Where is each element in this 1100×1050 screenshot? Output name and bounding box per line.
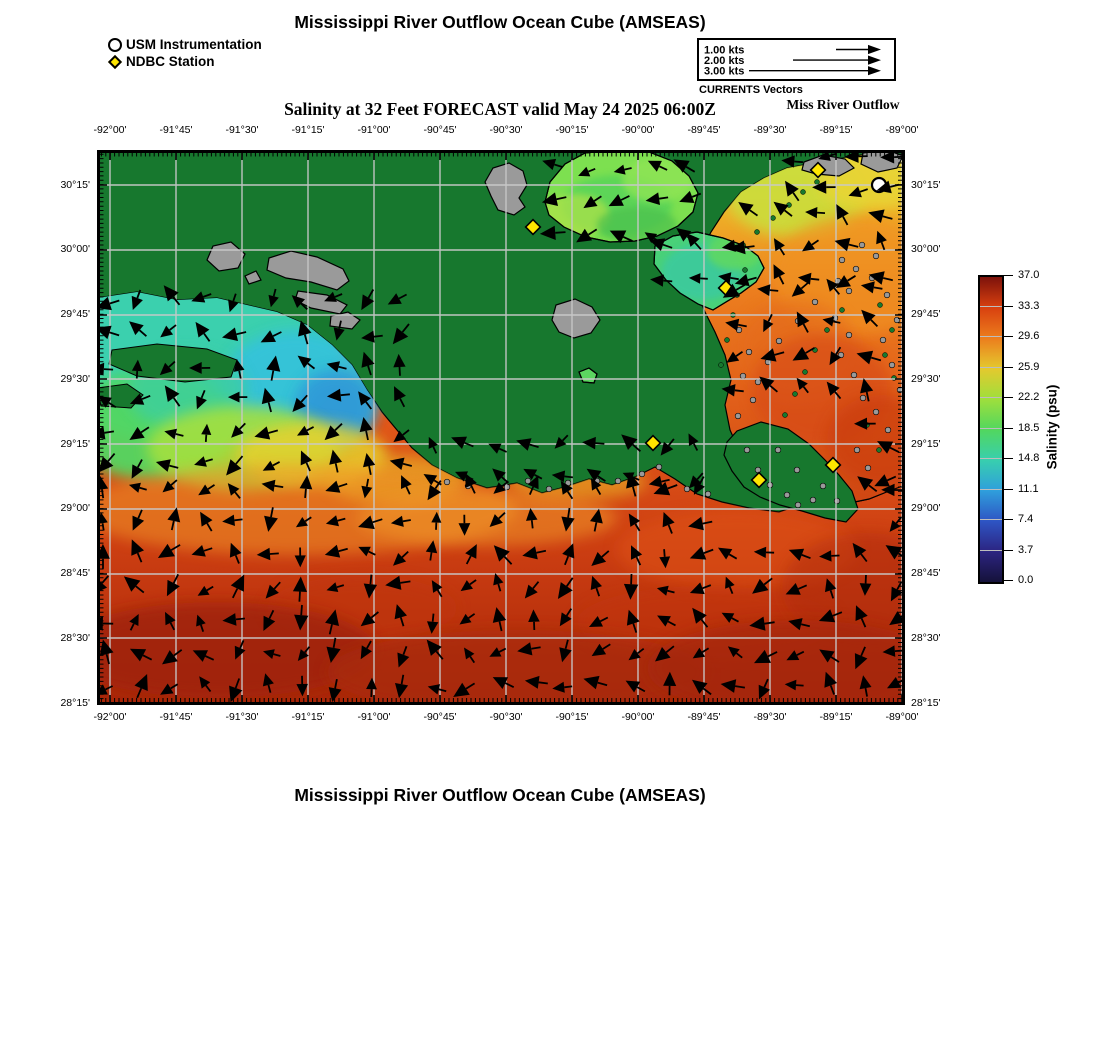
colorbar-tick-mark xyxy=(1003,428,1013,429)
y-axis-label-left: 28°45' xyxy=(60,567,90,579)
y-axis-label-right: 30°15' xyxy=(911,178,941,191)
colorbar-tick-mark xyxy=(1003,580,1013,581)
y-axis-label-right: 29°45' xyxy=(911,308,941,320)
figure-footer-title: Mississippi River Outflow Ocean Cube (AMSEAS) xyxy=(294,785,706,805)
x-axis-label-top: -90°00' xyxy=(621,124,655,136)
colorbar-grid-line xyxy=(980,458,1002,459)
colorbar-grid-line xyxy=(980,397,1002,398)
y-axis-label-left: 29°00' xyxy=(60,502,90,515)
marker-legend xyxy=(108,36,262,70)
colorbar-tick-label: 18.5 xyxy=(1018,421,1040,434)
x-axis-label-top: -91°45' xyxy=(159,124,193,136)
x-axis-label-top: -91°30' xyxy=(225,124,259,136)
x-axis-label-bottom: -92°00' xyxy=(93,711,127,723)
colorbar-title: Salinity (psu) xyxy=(1044,384,1060,470)
y-axis-label-right: 29°30' xyxy=(911,372,941,385)
colorbar-tick-mark xyxy=(1003,519,1013,520)
colorbar-grid-line xyxy=(980,306,1002,307)
x-axis-label-top: -89°15' xyxy=(819,124,853,136)
x-axis-label-bottom: -91°30' xyxy=(225,711,259,723)
x-axis-label-top: -90°15' xyxy=(555,124,589,136)
usm-circle-icon xyxy=(108,38,122,52)
colorbar-tick-label: 11.1 xyxy=(1018,482,1039,495)
colorbar-tick-label: 29.6 xyxy=(1018,330,1040,342)
colorbar-tick-mark xyxy=(1003,458,1013,459)
x-axis-label-bottom: -90°15' xyxy=(555,711,589,723)
x-axis-label-top: -92°00' xyxy=(93,124,127,136)
legend-item xyxy=(108,36,262,53)
y-axis-label-left: 28°15' xyxy=(60,696,90,709)
legend-label: USM Instrumentation xyxy=(126,37,262,52)
y-axis-label-right: 30°00' xyxy=(911,243,941,256)
colorbar-tick-label: 33.3 xyxy=(1018,299,1040,312)
x-axis-label-top: -90°30' xyxy=(489,124,523,136)
salinity-map xyxy=(97,150,905,705)
svg-text:3.00 kts: 3.00 kts xyxy=(704,65,745,78)
x-axis-label-bottom: -89°30' xyxy=(753,711,787,723)
vector-legend-rows xyxy=(699,40,893,78)
ndbc-diamond-icon xyxy=(108,54,122,68)
x-axis-label-bottom: -91°45' xyxy=(159,711,193,723)
legend-item xyxy=(108,53,262,70)
colorbar-tick-label: 7.4 xyxy=(1018,513,1034,525)
y-axis-label-left: 28°30' xyxy=(60,631,90,644)
x-axis-label-bottom: -89°45' xyxy=(687,711,721,723)
colorbar-tick-mark xyxy=(1003,306,1013,307)
colorbar-tick-mark xyxy=(1003,336,1013,337)
x-axis-label-bottom: -90°00' xyxy=(621,711,655,723)
x-axis-label-top: -89°45' xyxy=(687,124,721,136)
x-axis-label-bottom: -89°00' xyxy=(885,711,919,723)
y-axis-label-right: 28°30' xyxy=(911,631,941,644)
x-axis-label-top: -91°15' xyxy=(291,124,325,136)
y-axis-label-right: 28°15' xyxy=(911,696,941,709)
x-axis-label-top: -91°00' xyxy=(357,124,391,136)
svg-text:2.00 kts: 2.00 kts xyxy=(704,55,745,68)
y-axis-label-left: 30°00' xyxy=(60,243,90,256)
y-axis-label-left: 29°15' xyxy=(60,437,90,450)
legend-label: NDBC Station xyxy=(126,54,215,69)
x-axis-label-top: -89°00' xyxy=(885,124,919,136)
y-axis-label-right: 29°00' xyxy=(911,502,941,515)
colorbar-tick-mark xyxy=(1003,397,1013,398)
colorbar-tick-label: 0.0 xyxy=(1018,574,1034,586)
region-label: Miss River Outflow xyxy=(786,97,900,112)
colorbar-grid-line xyxy=(980,336,1002,337)
colorbar-grid-line xyxy=(980,489,1002,490)
x-axis-label-top: -90°45' xyxy=(423,124,457,136)
colorbar-tick-label: 37.0 xyxy=(1018,269,1040,281)
x-axis-label-bottom: -90°45' xyxy=(423,711,457,723)
x-axis-label-bottom: -90°30' xyxy=(489,711,523,723)
colorbar xyxy=(978,275,1004,584)
colorbar-tick-mark xyxy=(1003,367,1013,368)
svg-text:1.00 kts: 1.00 kts xyxy=(704,44,745,57)
y-axis-label-left: 29°30' xyxy=(60,372,90,385)
colorbar-tick-mark xyxy=(1003,550,1013,551)
figure-title: Mississippi River Outflow Ocean Cube (AMSEAS) xyxy=(294,12,706,32)
colorbar-tick-label: 25.9 xyxy=(1018,360,1040,373)
vector-legend-caption: CURRENTS Vectors xyxy=(699,84,803,96)
colorbar-grid-line xyxy=(980,367,1002,368)
y-axis-label-right: 28°45' xyxy=(911,567,941,579)
y-axis-label-left: 30°15' xyxy=(60,178,90,191)
y-axis-label-left: 29°45' xyxy=(60,308,90,320)
colorbar-grid-line xyxy=(980,428,1002,429)
colorbar-tick-mark xyxy=(1003,275,1013,276)
current-vector-legend-box xyxy=(697,38,896,81)
x-axis-label-bottom: -91°00' xyxy=(357,711,391,723)
x-axis-label-top: -89°30' xyxy=(753,124,787,136)
colorbar-tick-label: 14.8 xyxy=(1018,452,1040,464)
y-axis-label-right: 29°15' xyxy=(911,437,941,450)
map-plot-area xyxy=(97,150,905,705)
x-axis-label-bottom: -89°15' xyxy=(819,711,853,723)
colorbar-tick-label: 22.2 xyxy=(1018,391,1040,403)
colorbar-grid-line xyxy=(980,519,1002,520)
colorbar-tick-mark xyxy=(1003,489,1013,490)
plot-subtitle: Salinity at 32 Feet FORECAST valid May 24 2025 06:00Z xyxy=(284,99,716,119)
colorbar-tick-label: 3.7 xyxy=(1018,543,1034,556)
colorbar-grid-line xyxy=(980,550,1002,551)
x-axis-label-bottom: -91°15' xyxy=(291,711,325,723)
